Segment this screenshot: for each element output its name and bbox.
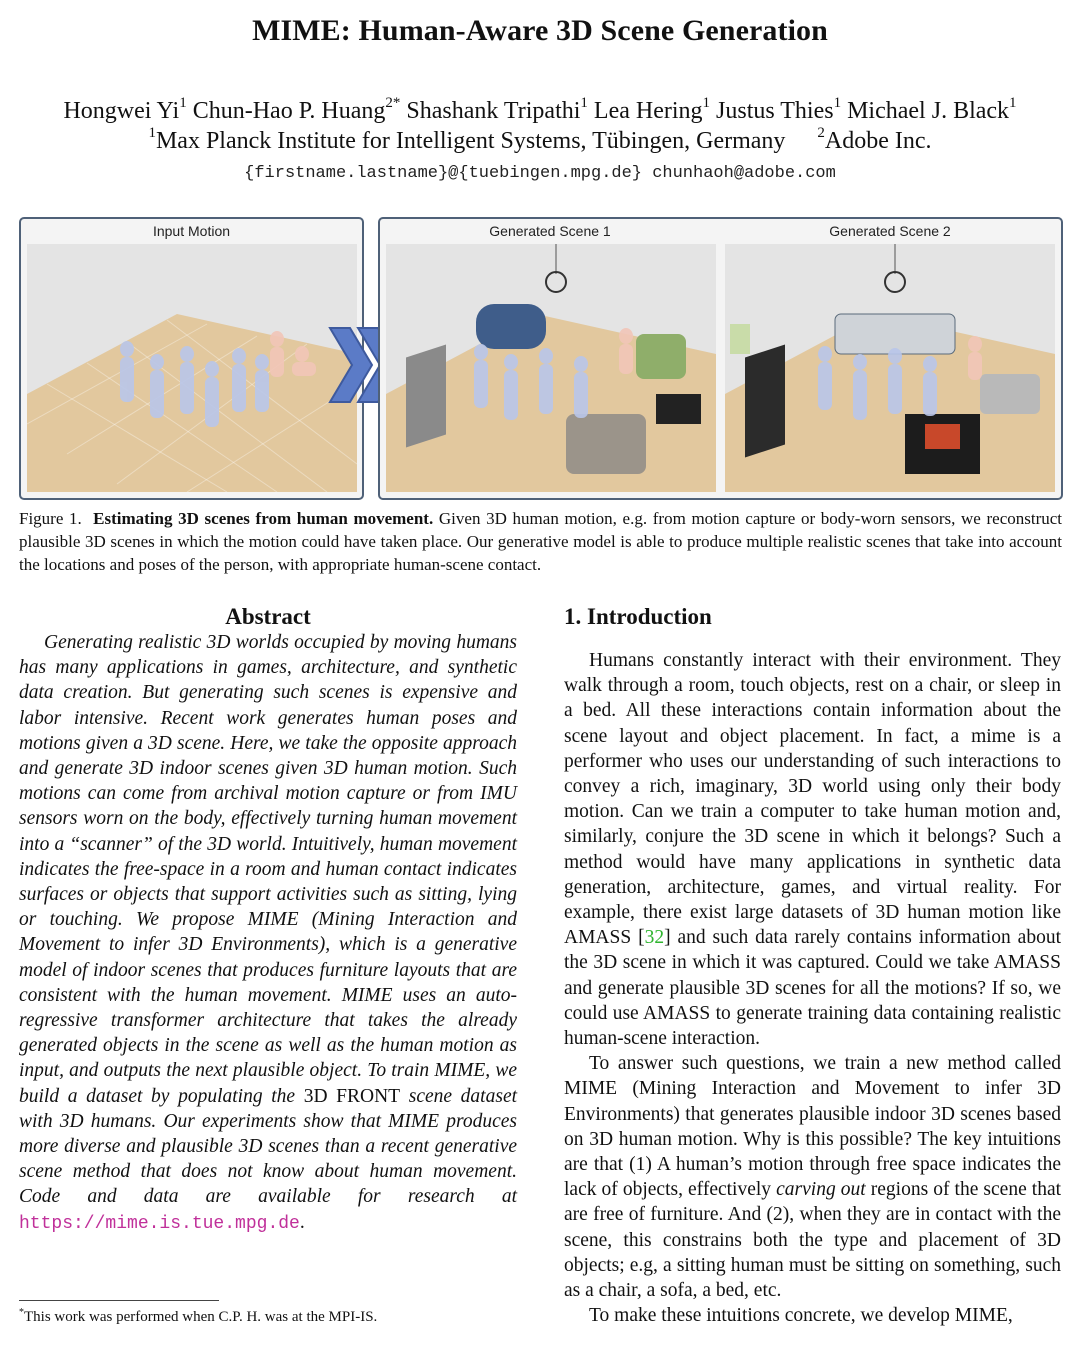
affiliation-2: Adobe Inc. — [824, 128, 932, 154]
citation-32[interactable]: 32 — [644, 927, 665, 949]
author-2 — [192, 95, 401, 124]
scene-2-illustration — [725, 244, 1055, 492]
intro-p2-emphasis: carving out — [776, 1179, 866, 1201]
human-motion-illustration — [27, 244, 357, 492]
abstract-text-2: scene dataset with 3D humans. Our experiments show that MIME produces more diverse and plausible 3D scenes than a recent generative scene method that does not know about human movement. Code and data are available for research at — [19, 1085, 518, 1208]
author-affiliation-sup: 1 — [833, 95, 842, 111]
author-1 — [63, 95, 187, 124]
intro-heading: 1. Introduction — [564, 604, 712, 629]
affiliation-1-sup: 1 — [148, 125, 156, 141]
intro-body — [564, 648, 1061, 1328]
intro-p1-a: Humans constantly interact with their environment. They walk through a room, touch objects, rest on a chair, or sleep in a bed. All these interactions contain information about the scene layout and object placement. In fact, a mime is a performer who uses our understanding of such interactions to convey a rich, imaginary, 3D world using only their body motion. Can we train a computer to take human motion and, similarly, conjure the 3D scene in which it belongs? Such a method would have many applications in synthetic data generation, architecture, games, and virtual reality. For example, there exist large datasets of 3D human motion like AMASS [ — [564, 650, 1061, 949]
author-name: Hongwei Yi — [63, 98, 180, 124]
paper-title: MIME: Human-Aware 3D Scene Generation — [252, 14, 828, 47]
intro-paragraph-3: To make these intuitions concrete, we develop MIME, — [589, 1305, 1013, 1327]
footnote — [19, 1307, 377, 1326]
author-affiliation-sup: 1 — [702, 95, 711, 111]
author-4 — [593, 95, 711, 124]
panel-label-generated-scene-1: Generated Scene 1 — [489, 223, 611, 239]
author-name: Chun-Hao P. Huang — [192, 98, 386, 124]
abstract-upright-term: 3D FRONT — [303, 1085, 401, 1107]
panel-label-input-motion: Input Motion — [152, 223, 231, 239]
generated-scene-2-render — [725, 244, 1055, 492]
intro-p2-b: regions of the scene that are free of furniture. And (2), when they are in contact with the scene, this constrains both the type and placement of 3D objects; e.g, a sitting human must be sitting on something, such as a chair, a sofa, a bed, etc. — [564, 1179, 1062, 1302]
author-name: Justus Thies — [716, 98, 834, 124]
author-affiliation-sup: 1 — [1009, 95, 1017, 111]
abstract-body — [19, 630, 517, 1237]
intro-p2-a: To answer such questions, we train a new method called MIME (Mining Interaction and Movement to infer 3D Environments) that generates plausible indoor 3D scenes based on 3D human motion. Why is this possible? The key intuitions are that (1) A human’s motion through free space indicates the lack of objects, effectively — [564, 1053, 1061, 1201]
author-affiliation-sup: 1 — [179, 95, 187, 111]
input-motion-render — [27, 244, 357, 492]
footnote-text: This work was performed when C.P. H. was at the MPI-IS. — [24, 1309, 378, 1325]
caption-bold: Estimating 3D scenes from human movement. — [93, 509, 434, 528]
author-list — [0, 95, 1080, 125]
abstract-text-1: Generating realistic 3D worlds occupied by moving humans has many applications in games, architecture, and synthetic data creation. But generating such scenes is expensive and labor intensive. Recent work generates human poses and motions given a 3D scene. Here, we take the opposite approach and generate 3D indoor scenes given 3D human motion. Such motions can come from archival motion capture or from IMU sensors worn on the body, effectively turning human movement into a “scanner” of the 3D world. Intuitively, human movement indicates the free-space in a room and human contact indicates surfaces or objects that support activities such as sitting, lying or touching. We propose MIME (Mining Interaction and Movement to infer 3D Environments), which is a generative model of indoor scenes that produces furniture layouts that are consistent with the human movement. MIME uses an auto-regressive transformer architecture that takes the already generated objects in the scene as well as the human motion as input, and outputs the next plausible object. To train MIME, we build a dataset by populating the — [19, 632, 517, 1107]
figure-panel-input-motion — [19, 217, 364, 500]
author-6 — [847, 95, 1017, 124]
affiliations — [0, 125, 1080, 155]
intro-p1-b: ] and such data rarely contains information about the 3D scene in which it was captured. Could we take AMASS and generate plausible 3D scenes for all the motions? If so, we could use AMASS to generate training data containing realistic human-scene interaction. — [564, 927, 1061, 1050]
project-link[interactable]: https://mime.is.tue.mpg.de — [19, 1213, 300, 1234]
author-5 — [716, 95, 842, 124]
author-affiliation-sup: 1 — [580, 95, 588, 111]
author-affiliation-sup: 2* — [385, 95, 401, 111]
caption-label: Figure 1. — [19, 509, 82, 528]
panel-label-generated-scene-2: Generated Scene 2 — [829, 223, 951, 239]
figure-caption — [19, 507, 1062, 576]
caption-text: Given 3D human motion, e.g. from motion capture or body-worn sensors, we reconstruct plausible 3D scenes in which the motion could have taken place. Our generative model is able to produce multiple realistic scenes that take into account the locations and poses of the person, with appropriate human-scene contact. — [19, 509, 1063, 574]
author-name: Michael J. Black — [847, 98, 1010, 124]
author-3 — [406, 95, 588, 124]
footnote-rule — [19, 1300, 219, 1301]
scene-1-illustration — [386, 244, 716, 492]
author-emails: {firstname.lastname}@{tuebingen.mpg.de} chunhaoh@adobe.com — [244, 164, 836, 183]
author-name: Lea Hering — [593, 98, 703, 124]
author-name: Shashank Tripathi — [406, 98, 581, 124]
generated-scene-1-render — [386, 244, 716, 492]
footnote-mark: * — [19, 1307, 24, 1318]
intro-paragraph-2 — [564, 1051, 1061, 1303]
abstract-heading: Abstract — [225, 604, 311, 629]
affiliation-2-sup: 2 — [817, 125, 825, 141]
figure-panel-generated-scenes — [378, 217, 1063, 500]
affiliation-1: Max Planck Institute for Intelligent Systems, Tübingen, Germany — [155, 128, 786, 154]
intro-paragraph-1 — [564, 648, 1061, 1051]
abstract-end: . — [299, 1211, 305, 1233]
